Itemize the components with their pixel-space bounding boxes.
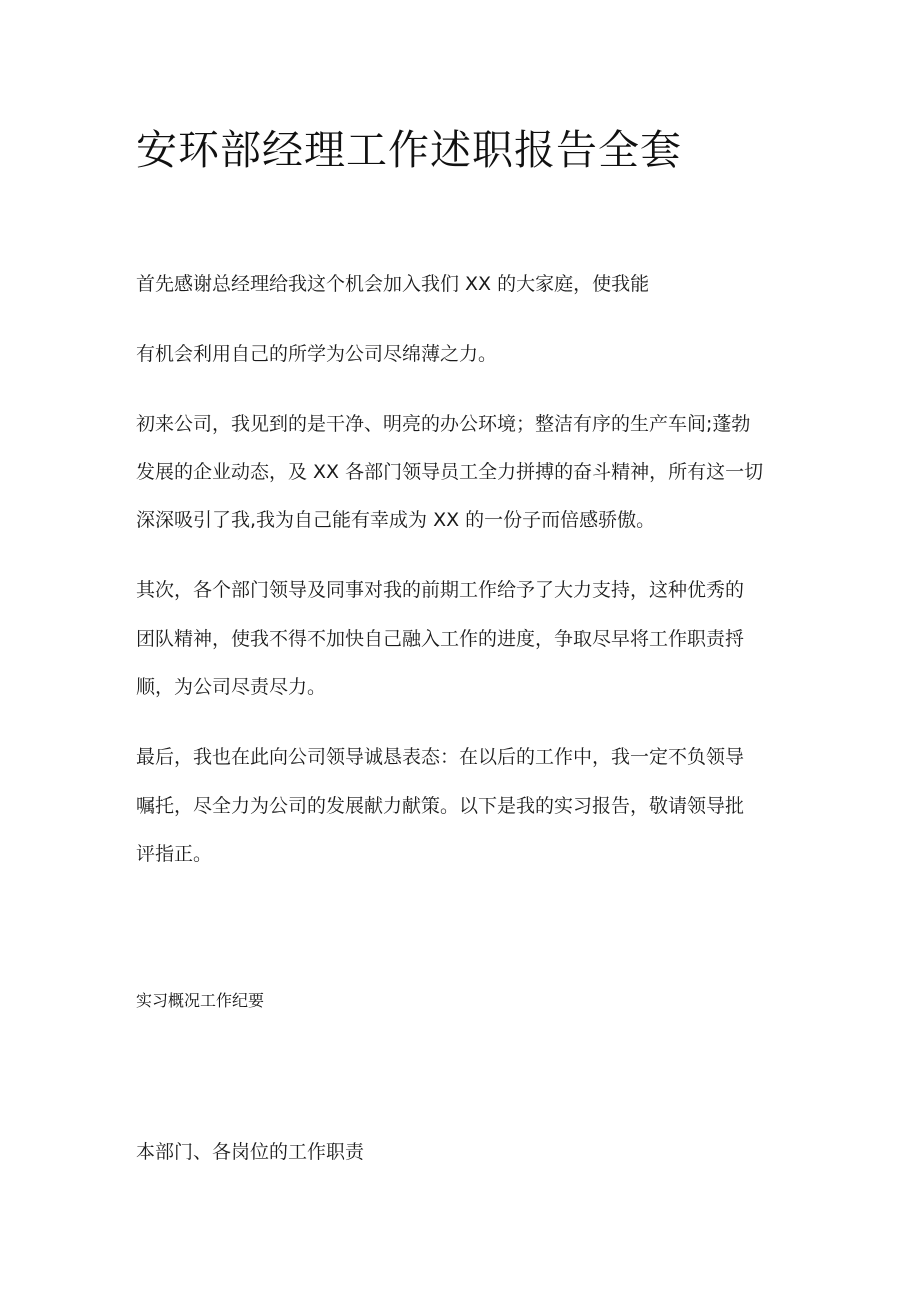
document-title: 安环部经理工作述职报告全套: [136, 126, 682, 174]
paragraph-4-line-3: 评指正。: [136, 843, 213, 865]
subsection-heading: 本部门、各岗位的工作职责: [136, 1141, 365, 1163]
section-heading: 实习概况工作纪要: [136, 991, 265, 1010]
paragraph-4-line-2: 嘱托，尽全力为公司的发展献力献策。以下是我的实习报告，敬请领导批: [136, 795, 745, 817]
paragraph-2-line-1: 初来公司，我见到的是干净、明亮的办公环境；整洁有序的生产车间;蓬勃: [136, 413, 751, 435]
paragraph-3-line-1: 其次，各个部门领导及同事对我的前期工作给予了大力支持，这种优秀的: [136, 579, 745, 601]
paragraph-2-line-2: 发展的企业动态，及 XX 各部门领导员工全力拼搏的奋斗精神，所有这一切: [136, 461, 764, 483]
paragraph-2-line-3: 深深吸引了我,我为自己能有幸成为 XX 的一份子而倍感骄傲。: [136, 509, 656, 531]
paragraph-3-line-2: 团队精神，使我不得不加快自己融入工作的进度，争取尽早将工作职责捋: [136, 628, 745, 650]
intro-line-1: 首先感谢总经理给我这个机会加入我们 XX 的大家庭，使我能: [136, 273, 650, 295]
paragraph-3-line-3: 顺，为公司尽责尽力。: [136, 676, 327, 698]
paragraph-4-line-1: 最后，我也在此向公司领导诚恳表态：在以后的工作中，我一定不负领导: [136, 746, 745, 768]
intro-line-2: 有机会利用自己的所学为公司尽绵薄之力。: [136, 343, 498, 365]
